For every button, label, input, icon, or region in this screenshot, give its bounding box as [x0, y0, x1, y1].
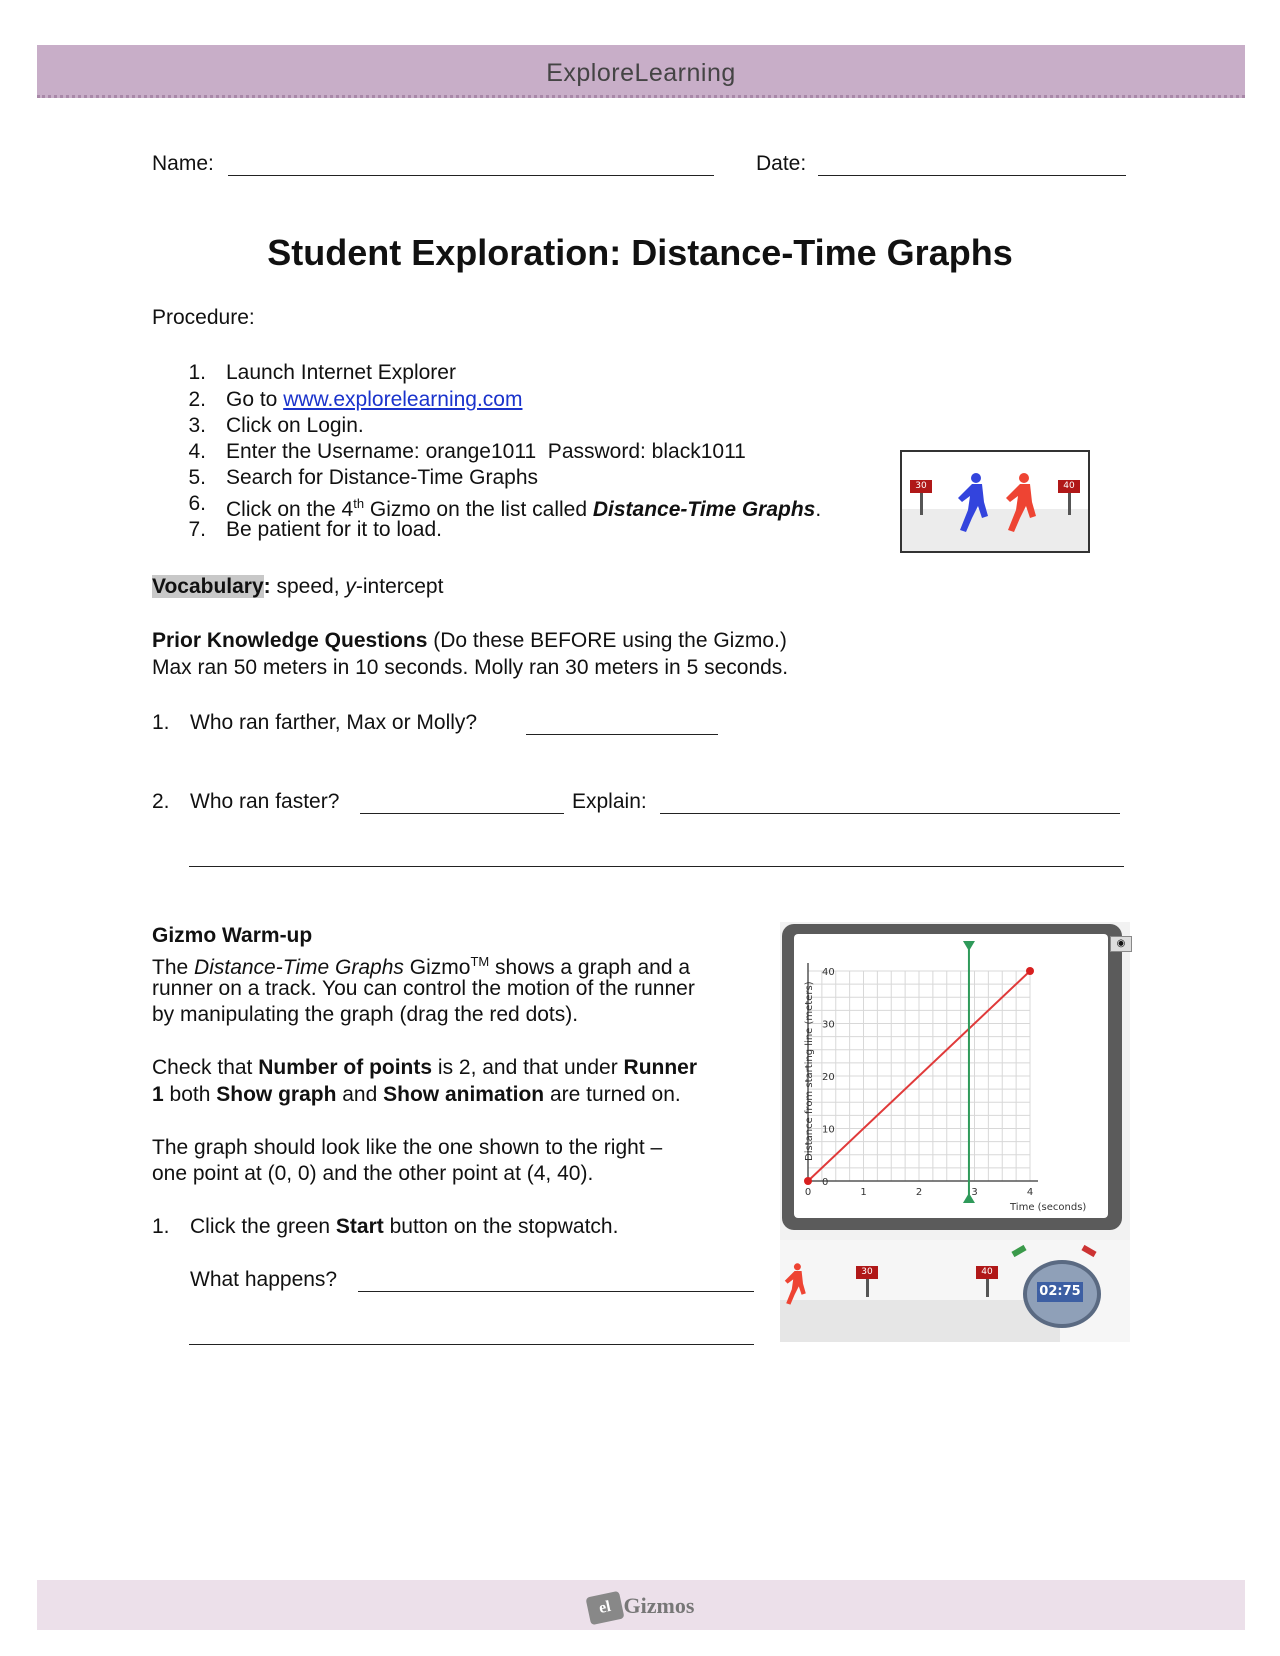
step-text: Be patient for it to load. — [226, 518, 442, 541]
step-number: 5. — [188, 466, 206, 489]
step-text: Click on Login. — [226, 414, 364, 437]
data-point — [1026, 967, 1034, 975]
answer-line[interactable] — [360, 813, 564, 814]
header-band — [37, 45, 1245, 98]
superscript: th — [353, 496, 365, 511]
vocabulary-label: Vocabulary — [152, 575, 264, 598]
step-number: 3. — [188, 414, 206, 437]
data-point — [804, 1177, 812, 1185]
sign-pole — [866, 1279, 869, 1297]
answer-line[interactable] — [358, 1291, 754, 1292]
warmup-bold: Show animation — [383, 1083, 545, 1106]
track-floor — [902, 509, 1088, 551]
sign-pole — [920, 493, 923, 515]
prior-knowledge-heading — [152, 628, 787, 654]
warmup-paragraph-line: one point at (0, 0) and the other point at (4, 40). — [152, 1162, 594, 1185]
step-text: Search for Distance-Time Graphs — [226, 466, 538, 489]
sign-pole — [1068, 493, 1071, 515]
gizmos-mark: el — [585, 1591, 624, 1625]
vocabulary-line — [152, 574, 443, 600]
warmup-text: Gizmo — [403, 956, 471, 979]
step-text-prefix: Click on the 4 — [226, 498, 354, 521]
x-tick-label: 1 — [860, 1187, 867, 1198]
y-tick-label: 0 — [822, 1177, 829, 1188]
warmup-bold: 1 — [152, 1083, 164, 1106]
warmup-paragraph-line — [152, 1055, 697, 1081]
warmup-paragraph-line: The graph should look like the one shown to the right – — [152, 1136, 663, 1159]
warmup-text: Check that — [152, 1056, 259, 1079]
track-illustration — [900, 450, 1090, 553]
warmup-text: both — [163, 1083, 217, 1106]
prior-knowledge-intro: Max ran 50 meters in 10 seconds. Molly ran 30 meters in 5 seconds. — [152, 656, 789, 679]
distance-sign-30: 30 — [856, 1266, 878, 1279]
y-tick-label: 40 — [822, 967, 835, 978]
name-label: Name: — [152, 152, 214, 175]
warmup-bold: Runner — [623, 1056, 698, 1079]
step-text: Enter the Username: orange1011 Password: black1011 — [226, 440, 746, 463]
step-text-middle: Gizmo on the list called — [364, 498, 593, 521]
answer-line[interactable] — [526, 734, 718, 735]
warmup-paragraph-line: runner on a track. You can control the motion of the runner — [152, 977, 695, 1000]
prior-knowledge-title: Prior Knowledge Questions — [152, 629, 428, 652]
prior-knowledge-note: (Do these BEFORE using the Gizmo.) — [427, 629, 787, 652]
x-tick-label: 4 — [1026, 1187, 1034, 1198]
step-number: 2. — [188, 388, 206, 411]
distance-sign-30: 30 — [910, 480, 932, 493]
date-label: Date: — [756, 152, 807, 175]
warmup-text: is 2, and that under — [432, 1056, 624, 1079]
warmup-text: and — [336, 1083, 384, 1106]
x-axis-label: Time (seconds) — [1010, 1202, 1087, 1213]
warmup-text: button on the stopwatch. — [383, 1215, 619, 1238]
step-number: 4. — [188, 440, 206, 463]
question-text: Who ran faster? — [190, 790, 340, 813]
runner-icon — [1002, 472, 1042, 536]
warmup-text: shows a graph and a — [489, 956, 691, 979]
vocabulary-colon: : — [263, 575, 271, 598]
time-cursor-handle — [963, 941, 975, 951]
vocabulary-post: -intercept — [355, 575, 444, 598]
vocabulary-italic: y — [345, 575, 356, 598]
page-title: Student Exploration: Distance-Time Graphs — [267, 232, 1013, 273]
warmup-italic: Distance-Time Graphs — [194, 956, 404, 979]
step-text: Launch Internet Explorer — [226, 361, 456, 384]
distance-time-graph[interactable] — [794, 934, 1108, 1218]
explain-label: Explain: — [572, 790, 647, 813]
stopwatch-time: 02:75 — [1037, 1282, 1083, 1302]
answer-line[interactable] — [660, 813, 1120, 814]
question-text: Who ran farther, Max or Molly? — [190, 711, 478, 734]
answer-line[interactable] — [189, 866, 1124, 867]
sign-pole — [986, 1279, 989, 1297]
warmup-bold: Start — [335, 1215, 384, 1238]
name-field-line[interactable] — [228, 175, 714, 176]
warmup-bold: Show graph — [216, 1083, 337, 1106]
warmup-paragraph-line: by manipulating the graph (drag the red dots). — [152, 1003, 579, 1026]
y-axis-label: Distance from starting line (meters) — [804, 981, 815, 1161]
warmup-text: are turned on. — [544, 1083, 681, 1106]
gizmos-logo — [37, 1593, 1245, 1622]
gizmos-text: Gizmos — [623, 1593, 695, 1618]
x-tick-label: 2 — [915, 1187, 923, 1198]
x-tick-label: 0 — [804, 1187, 812, 1198]
procedure-heading: Procedure: — [152, 306, 255, 329]
warmup-text: The — [152, 956, 195, 979]
warmup-paragraph-line — [152, 1082, 681, 1108]
gizmo-name: Distance-Time Graphs — [592, 498, 816, 521]
step-number: 1. — [188, 361, 206, 384]
question-number: 1. — [152, 1215, 170, 1238]
y-tick-label: 10 — [822, 1124, 835, 1136]
distance-sign-40: 40 — [976, 1266, 998, 1279]
warmup-text: Click the green — [190, 1215, 336, 1238]
answer-line[interactable] — [189, 1344, 754, 1345]
step-text-prefix: Go to — [226, 388, 284, 411]
y-tick-label: 30 — [822, 1019, 835, 1031]
date-field-line[interactable] — [818, 175, 1126, 176]
explorelearning-link[interactable]: www.explorelearning.com — [283, 388, 523, 411]
step-number: 7. — [188, 518, 206, 541]
trademark: TM — [470, 954, 490, 969]
vocabulary-pre: speed, — [270, 575, 346, 598]
runner-icon — [782, 1256, 810, 1314]
warmup-bold: Number of points — [258, 1056, 433, 1079]
y-tick-label: 20 — [822, 1072, 835, 1083]
question-text — [190, 1214, 618, 1240]
footer-band — [37, 1580, 1245, 1630]
explorelearning-logo: ExploreLearning — [546, 59, 736, 87]
distance-sign-40: 40 — [1058, 480, 1080, 493]
step-text-suffix: . — [815, 498, 822, 521]
warmup-heading: Gizmo Warm-up — [152, 924, 313, 947]
camera-icon[interactable]: ◉ — [1110, 936, 1132, 952]
runner-icon — [954, 472, 994, 536]
animation-track — [780, 1300, 1060, 1342]
x-tick-label: 3 — [971, 1187, 978, 1198]
step-number: 6. — [188, 492, 206, 515]
question-number: 2. — [152, 790, 170, 813]
question-number: 1. — [152, 711, 170, 734]
what-happens-prompt: What happens? — [190, 1268, 338, 1291]
step-text — [226, 387, 522, 413]
